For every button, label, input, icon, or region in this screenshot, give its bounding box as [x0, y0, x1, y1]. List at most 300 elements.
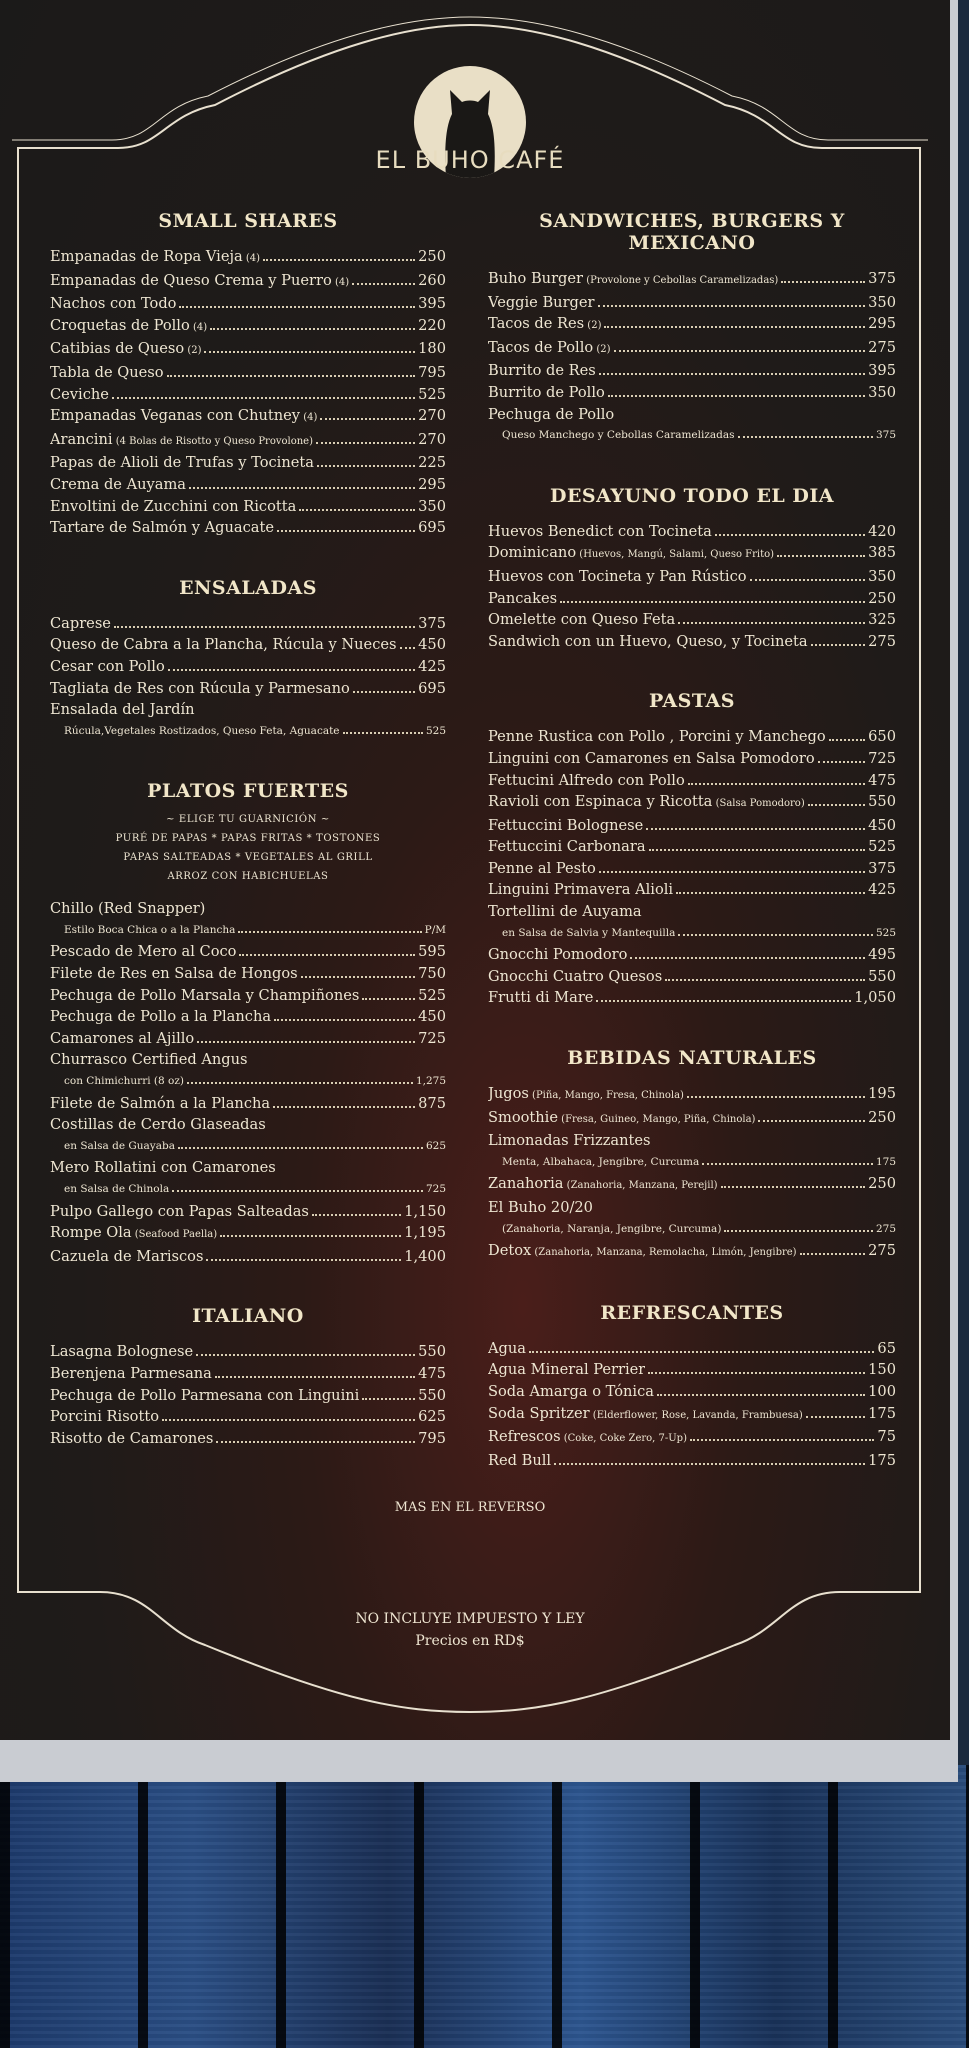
- menu-item: [50, 920, 446, 942]
- dot-leader: [178, 1147, 423, 1149]
- item-name: Penne al Pesto: [488, 859, 596, 877]
- item-name: Soda Spritzer (Elderflower, Rose, Lavanda, Frambuesa): [488, 1404, 803, 1422]
- item-name: Ensalada del Jardín: [50, 701, 195, 719]
- item-name: Empanadas de Queso Crema y Puerro (4): [50, 271, 350, 289]
- menu-item: [488, 1219, 896, 1241]
- menu-item: [50, 1157, 446, 1179]
- menu-item: [50, 1246, 446, 1268]
- dot-leader: [665, 979, 865, 981]
- item-name: Fettuccini Carbonara: [488, 838, 646, 856]
- item-price: 450: [868, 816, 896, 834]
- tax-note: [300, 1608, 640, 1652]
- item-price: 250: [868, 1108, 896, 1126]
- item-price: 625: [418, 1408, 446, 1426]
- item-name: Gnocchi Cuatro Quesos: [488, 967, 663, 985]
- dot-leader: [239, 954, 415, 956]
- dot-leader: [596, 1000, 851, 1002]
- item-price: 495: [868, 946, 896, 964]
- menu-section: [488, 485, 896, 653]
- item-name: (Zanahoria, Naranja, Jengibre, Curcuma): [502, 1222, 722, 1235]
- menu-item: [488, 1107, 896, 1131]
- item-price: 1,050: [854, 989, 896, 1007]
- menu-section: [488, 1302, 896, 1472]
- item-price: 295: [868, 315, 896, 333]
- item-name: Linguini con Camarones en Salsa Pomodoro: [488, 749, 815, 767]
- menu-item: [488, 901, 896, 923]
- menu-item: [50, 474, 446, 496]
- menu-item: [488, 1426, 896, 1450]
- item-price: 1,195: [404, 1224, 446, 1242]
- item-price: 750: [418, 965, 446, 983]
- item-name: Envoltini de Zucchini con Ricotta: [50, 497, 297, 515]
- item-price: 425: [868, 881, 896, 899]
- item-note: (Seafood Paella): [131, 1229, 218, 1241]
- menu-item: [488, 987, 896, 1009]
- item-name: Ceviche: [50, 385, 109, 403]
- dot-leader: [777, 555, 865, 557]
- item-price: 550: [418, 1386, 446, 1404]
- menu-item: [50, 429, 446, 453]
- section-title: PLATOS FUERTES: [147, 780, 349, 803]
- item-price: 1,400: [404, 1247, 446, 1265]
- item-name: Queso de Cabra a la Plancha, Rúcula y Nueces: [50, 636, 397, 654]
- item-name: Porcini Risotto: [50, 1408, 159, 1426]
- item-price: 1,150: [404, 1202, 446, 1220]
- item-price: 550: [418, 1343, 446, 1361]
- item-name: Queso Manchego y Cebollas Caramelizadas: [502, 429, 735, 442]
- item-name: Rúcula,Vegetales Rostizados, Queso Feta, Aguacate: [64, 724, 340, 737]
- dot-leader: [168, 669, 415, 671]
- item-name: Agua Mineral Perrier: [488, 1361, 646, 1379]
- item-note: (Salsa Pomodoro): [712, 798, 805, 810]
- dot-leader: [301, 976, 416, 978]
- brand-name: EL BUHO CAFÉ: [375, 146, 565, 174]
- item-price: 525: [418, 986, 446, 1004]
- dot-leader: [277, 530, 415, 532]
- item-price: 275: [875, 1222, 896, 1235]
- dot-leader: [599, 871, 865, 873]
- menu-item: [50, 1114, 446, 1136]
- dot-leader: [738, 436, 873, 438]
- item-name: Pulpo Gallego con Papas Salteadas: [50, 1202, 309, 1220]
- item-note: (4): [331, 276, 350, 288]
- menu-item: [50, 517, 446, 539]
- menu-item: [488, 815, 896, 837]
- item-price: 395: [868, 362, 896, 380]
- item-name: Smoothie (Fresa, Guineo, Mango, Piña, Chinola): [488, 1108, 756, 1126]
- menu-item: [50, 315, 446, 339]
- menu-item: [488, 1403, 896, 1427]
- section-title: PASTAS: [649, 690, 735, 713]
- menu-item: [50, 338, 446, 362]
- item-name: Zanahoria (Zanahoria, Manzana, Perejil): [488, 1175, 718, 1193]
- dot-leader: [687, 1096, 865, 1098]
- item-name: con Chimichurri (8 oz): [64, 1075, 184, 1088]
- item-name: Papas de Alioli de Trufas y Tocineta: [50, 454, 314, 472]
- item-price: 875: [418, 1094, 446, 1112]
- item-name: Empanadas Veganas con Chutney (4): [50, 407, 318, 425]
- dot-leader: [724, 1230, 873, 1232]
- item-price: 220: [418, 316, 446, 334]
- dot-leader: [811, 644, 866, 646]
- menu-item: [488, 858, 896, 880]
- item-name: Arancini (4 Bolas de Risotto y Queso Provolone): [50, 430, 313, 448]
- item-name: Risotto de Camarones: [50, 1429, 214, 1447]
- dot-leader: [216, 1441, 415, 1443]
- item-price: 425: [418, 657, 446, 675]
- menu-item: [488, 1381, 896, 1403]
- item-price: 385: [868, 544, 896, 562]
- menu-section: [50, 577, 446, 743]
- item-name: Pechuga de Pollo: [488, 405, 615, 423]
- item-price: 1,275: [415, 1075, 446, 1088]
- menu-item: [50, 699, 446, 721]
- item-name: Tagliata de Res con Rúcula y Parmesano: [50, 679, 350, 697]
- dot-leader: [273, 1106, 415, 1108]
- menu-item: [488, 404, 896, 426]
- item-name: Berenjena Parmesana: [50, 1364, 212, 1382]
- menu-item: [488, 268, 896, 292]
- item-price: 395: [418, 295, 446, 313]
- item-price: 725: [425, 1183, 446, 1195]
- menu-item: [488, 1173, 896, 1197]
- menu-item: [488, 923, 896, 945]
- menu-item: [488, 588, 896, 610]
- dot-leader: [554, 1463, 865, 1465]
- item-name: Tabla de Queso: [50, 363, 164, 381]
- item-price: 275: [868, 338, 896, 356]
- item-price: 725: [418, 1029, 446, 1047]
- dot-leader: [353, 691, 415, 693]
- item-price: 550: [868, 793, 896, 811]
- item-name: Detox (Zanahoria, Manzana, Remolacha, Limón, Jengibre): [488, 1242, 797, 1260]
- menu-item: [50, 384, 446, 406]
- item-name: en Salsa de Chinola: [64, 1183, 170, 1195]
- dot-leader: [316, 442, 415, 444]
- menu-item: [488, 770, 896, 792]
- item-note: (4): [189, 321, 208, 333]
- menu-section: [50, 210, 446, 539]
- menu-item: [50, 1179, 446, 1201]
- item-name: Menta, Albahaca, Jengibre, Curcuma: [502, 1155, 700, 1168]
- menu-item: [50, 1222, 446, 1246]
- item-name: Cesar con Pollo: [50, 657, 165, 675]
- menu-item: [50, 246, 446, 270]
- menu-section: [50, 780, 446, 1267]
- dot-leader: [657, 1394, 865, 1396]
- menu-item: [488, 292, 896, 314]
- dot-leader: [818, 761, 866, 763]
- currency-line: Precios en RD$: [415, 1633, 525, 1649]
- dot-leader: [299, 509, 415, 511]
- item-price: 325: [868, 611, 896, 629]
- dot-leader: [114, 626, 415, 628]
- menu-item: [50, 985, 446, 1007]
- item-price: 550: [868, 967, 896, 985]
- item-price: 525: [425, 724, 446, 737]
- item-name: Pechuga de Pollo a la Plancha: [50, 1008, 272, 1026]
- menu-item: [50, 678, 446, 700]
- item-price: 375: [868, 270, 896, 287]
- item-name: Costillas de Cerdo Glaseadas: [50, 1116, 266, 1134]
- item-price: 195: [868, 1085, 896, 1103]
- item-price: 450: [418, 636, 446, 654]
- item-name: Pescado de Mero al Coco: [50, 943, 237, 961]
- dot-leader: [614, 350, 866, 352]
- dot-leader: [189, 487, 415, 489]
- menu-item: [488, 944, 896, 966]
- item-price: 795: [418, 1429, 446, 1447]
- left-column: [50, 210, 446, 1487]
- dot-leader: [263, 259, 415, 261]
- item-price: 295: [418, 475, 446, 493]
- menu-item: [50, 613, 446, 635]
- item-name: Camarones al Ajillo: [50, 1029, 195, 1047]
- item-price: 250: [418, 248, 446, 265]
- dot-leader: [750, 579, 866, 581]
- menu-item: [50, 1385, 446, 1407]
- dot-leader: [529, 1351, 874, 1353]
- item-name: Rompe Ola (Seafood Paella): [50, 1224, 218, 1242]
- item-price: 375: [868, 859, 896, 877]
- item-name: en Salsa de Salvia y Mantequilla: [502, 926, 676, 939]
- item-name: Filete de Res en Salsa de Hongos: [50, 965, 298, 983]
- item-price: 695: [418, 679, 446, 697]
- item-note: (2): [593, 343, 611, 355]
- dot-leader: [206, 1259, 401, 1261]
- item-price: 650: [868, 728, 896, 746]
- item-price: 525: [868, 838, 896, 856]
- item-name: Jugos (Piña, Mango, Fresa, Chinola): [488, 1085, 684, 1103]
- item-note: (Zanahoria, Manzana, Perejil): [563, 1180, 718, 1192]
- item-price: 450: [418, 1008, 446, 1026]
- dot-leader: [800, 1253, 866, 1255]
- item-name: Pancakes: [488, 589, 558, 607]
- menu-item: [50, 1136, 446, 1158]
- menu-item: [50, 405, 446, 429]
- item-price: 275: [868, 632, 896, 650]
- dot-leader: [274, 1019, 415, 1021]
- dot-leader: [343, 732, 423, 734]
- section-title: SMALL SHARES: [158, 210, 338, 232]
- dot-leader: [599, 373, 865, 375]
- item-name: Burrito de Res: [488, 362, 596, 380]
- item-name: Nachos con Todo: [50, 295, 177, 313]
- item-name: Caprese: [50, 614, 111, 632]
- dot-leader: [806, 1416, 865, 1418]
- item-name: Sandwich con un Huevo, Queso, y Tocineta: [488, 632, 808, 650]
- dot-leader: [781, 281, 865, 283]
- item-price: 250: [868, 589, 896, 607]
- menu-item: [488, 631, 896, 653]
- menu-item: [488, 566, 896, 588]
- menu-item: [50, 1006, 446, 1028]
- menu-item: [488, 521, 896, 543]
- menu-item: [488, 1240, 896, 1264]
- item-name: Frutti di Mare: [488, 989, 594, 1007]
- menu-item: [488, 313, 896, 337]
- item-name: Tacos de Pollo (2): [488, 338, 611, 356]
- item-name: Tartare de Salmón y Aguacate: [50, 519, 274, 537]
- item-name: Dominicano (Huevos, Mangú, Salami, Queso Frito): [488, 544, 775, 562]
- item-name: Catibias de Queso (2): [50, 340, 202, 358]
- item-price: 695: [418, 519, 446, 537]
- right-column: [488, 210, 896, 1509]
- item-price: 270: [418, 407, 446, 425]
- item-price: P/M: [424, 923, 446, 936]
- item-name: Lasagna Bolognese: [50, 1343, 194, 1361]
- item-price: 725: [868, 749, 896, 767]
- item-price: 175: [875, 1155, 896, 1168]
- item-price: 525: [875, 926, 896, 939]
- menu-item: [50, 941, 446, 963]
- item-name: Ravioli con Espinaca y Ricotta (Salsa Pomodoro): [488, 793, 805, 811]
- item-price: 260: [418, 271, 446, 289]
- item-name: Crema de Auyama: [50, 475, 186, 493]
- item-name: Refrescos (Coke, Coke Zero, 7-Up): [488, 1428, 687, 1446]
- dot-leader: [179, 306, 415, 308]
- item-price: 625: [425, 1139, 446, 1152]
- menu-item: [50, 270, 446, 294]
- menu-item: [488, 1197, 896, 1219]
- dot-leader: [162, 1419, 415, 1421]
- item-price: 100: [868, 1382, 896, 1400]
- item-price: 180: [418, 340, 446, 358]
- item-price: 375: [875, 429, 896, 442]
- menu-item: [488, 360, 896, 382]
- menu-item: [50, 1028, 446, 1050]
- item-name: Huevos con Tocineta y Pan Rústico: [488, 567, 747, 585]
- item-name: Omelette con Queso Feta: [488, 611, 676, 629]
- dot-leader: [210, 328, 415, 330]
- dot-leader: [829, 739, 865, 741]
- dot-leader: [721, 1186, 866, 1188]
- item-price: 350: [868, 567, 896, 585]
- item-price: 475: [868, 771, 896, 789]
- menu-section: [488, 690, 896, 1009]
- menu-item: [50, 1428, 446, 1450]
- section-title: ENSALADAS: [179, 576, 317, 599]
- item-price: 420: [868, 522, 896, 540]
- dot-leader: [690, 1439, 874, 1441]
- item-name: Empanadas de Ropa Vieja (4): [50, 248, 261, 265]
- dot-leader: [312, 1214, 401, 1216]
- menu-item: [488, 1130, 896, 1152]
- item-price: 350: [868, 383, 896, 401]
- dot-leader: [400, 647, 416, 649]
- dot-leader: [608, 395, 865, 397]
- dot-leader: [197, 1041, 415, 1043]
- item-price: 475: [418, 1364, 446, 1382]
- item-price: 270: [418, 430, 446, 448]
- wooden-table: [0, 1765, 969, 2048]
- menu-item: [488, 748, 896, 770]
- menu-item: [488, 1450, 896, 1472]
- menu-section: [488, 1047, 896, 1264]
- item-note: (Provolone y Cebollas Caramelizadas): [583, 275, 779, 286]
- menu-item: [50, 293, 446, 315]
- section-title: REFRESCANTES: [600, 1301, 784, 1324]
- item-name: Filete de Salmón a la Plancha: [50, 1094, 271, 1112]
- item-name: Chillo (Red Snapper): [50, 900, 206, 918]
- dot-leader: [112, 397, 415, 399]
- menu-item: [50, 1201, 446, 1223]
- item-note: (Zanahoria, Manzana, Remolacha, Limón, Jengibre): [531, 1247, 797, 1259]
- menu-item: [488, 726, 896, 748]
- dot-leader: [320, 418, 415, 420]
- item-price: 595: [418, 943, 446, 961]
- dot-leader: [808, 804, 865, 806]
- tax-line: NO INCLUYE IMPUESTO Y LEY: [355, 1611, 585, 1627]
- item-name: Burrito de Pollo: [488, 383, 605, 401]
- menu-section: [488, 210, 896, 447]
- menu-item: [50, 362, 446, 384]
- item-note: (Coke, Coke Zero, 7-Up): [560, 1433, 687, 1445]
- item-name: Pechuga de Pollo Marsala y Champiñones: [50, 986, 360, 1004]
- item-note: (Fresa, Guineo, Mango, Piña, Chinola): [557, 1113, 756, 1125]
- item-name: Penne Rustica con Pollo , Porcini y Manchego: [488, 728, 826, 746]
- dot-leader: [362, 998, 415, 1000]
- menu-item: [488, 425, 896, 447]
- menu-item: [50, 963, 446, 985]
- dot-leader: [678, 622, 865, 624]
- menu-item: [50, 634, 446, 656]
- item-name: Churrasco Certified Angus: [50, 1051, 248, 1069]
- garnish-line: ~ ELIGE TU GUARNICIÓN ~: [166, 814, 330, 826]
- menu-item: [50, 1093, 446, 1115]
- dot-leader: [604, 326, 865, 328]
- dot-leader: [352, 283, 415, 285]
- dot-leader: [649, 849, 866, 851]
- item-price: 225: [418, 454, 446, 472]
- item-price: 75: [877, 1428, 896, 1446]
- menu-item: [488, 337, 896, 361]
- item-price: 525: [418, 385, 446, 403]
- section-title: DESAYUNO TODO EL DIA: [549, 484, 835, 507]
- item-name: Tortellini de Auyama: [488, 903, 642, 921]
- item-price: 795: [418, 363, 446, 381]
- menu-item: [488, 1083, 896, 1107]
- menu-item: [488, 1152, 896, 1174]
- item-note: (2): [184, 345, 202, 357]
- item-name: en Salsa de Guayaba: [64, 1139, 175, 1152]
- item-name: Cazuela de Mariscos: [50, 1247, 204, 1265]
- item-name: Fettucini Alfredo con Pollo: [488, 771, 685, 789]
- dot-leader: [167, 375, 416, 377]
- item-name: Mero Rollatini con Camarones: [50, 1159, 276, 1177]
- menu-item: [50, 1049, 446, 1071]
- dot-leader: [630, 957, 865, 959]
- menu-item: [488, 1359, 896, 1381]
- item-note: (Piña, Mango, Fresa, Chinola): [528, 1090, 684, 1102]
- menu-item: [50, 1363, 446, 1385]
- menu-item: [488, 791, 896, 815]
- dot-leader: [220, 1235, 401, 1237]
- dot-leader: [598, 305, 866, 307]
- item-name: Red Bull: [488, 1451, 552, 1469]
- dot-leader: [702, 1163, 873, 1165]
- garnish-line: ARROZ CON HABICHUELAS: [167, 871, 329, 883]
- item-name: Huevos Benedict con Tocineta: [488, 522, 712, 540]
- menu-item: [50, 1071, 446, 1093]
- menu-item: [50, 1341, 446, 1363]
- item-price: 350: [868, 293, 896, 311]
- item-name: Pechuga de Pollo Parmesana con Linguini: [50, 1386, 360, 1404]
- item-note: (Huevos, Mangú, Salami, Queso Frito): [576, 549, 775, 561]
- menu-item: [488, 382, 896, 404]
- dot-leader: [196, 1354, 415, 1356]
- item-note: (4): [242, 253, 261, 264]
